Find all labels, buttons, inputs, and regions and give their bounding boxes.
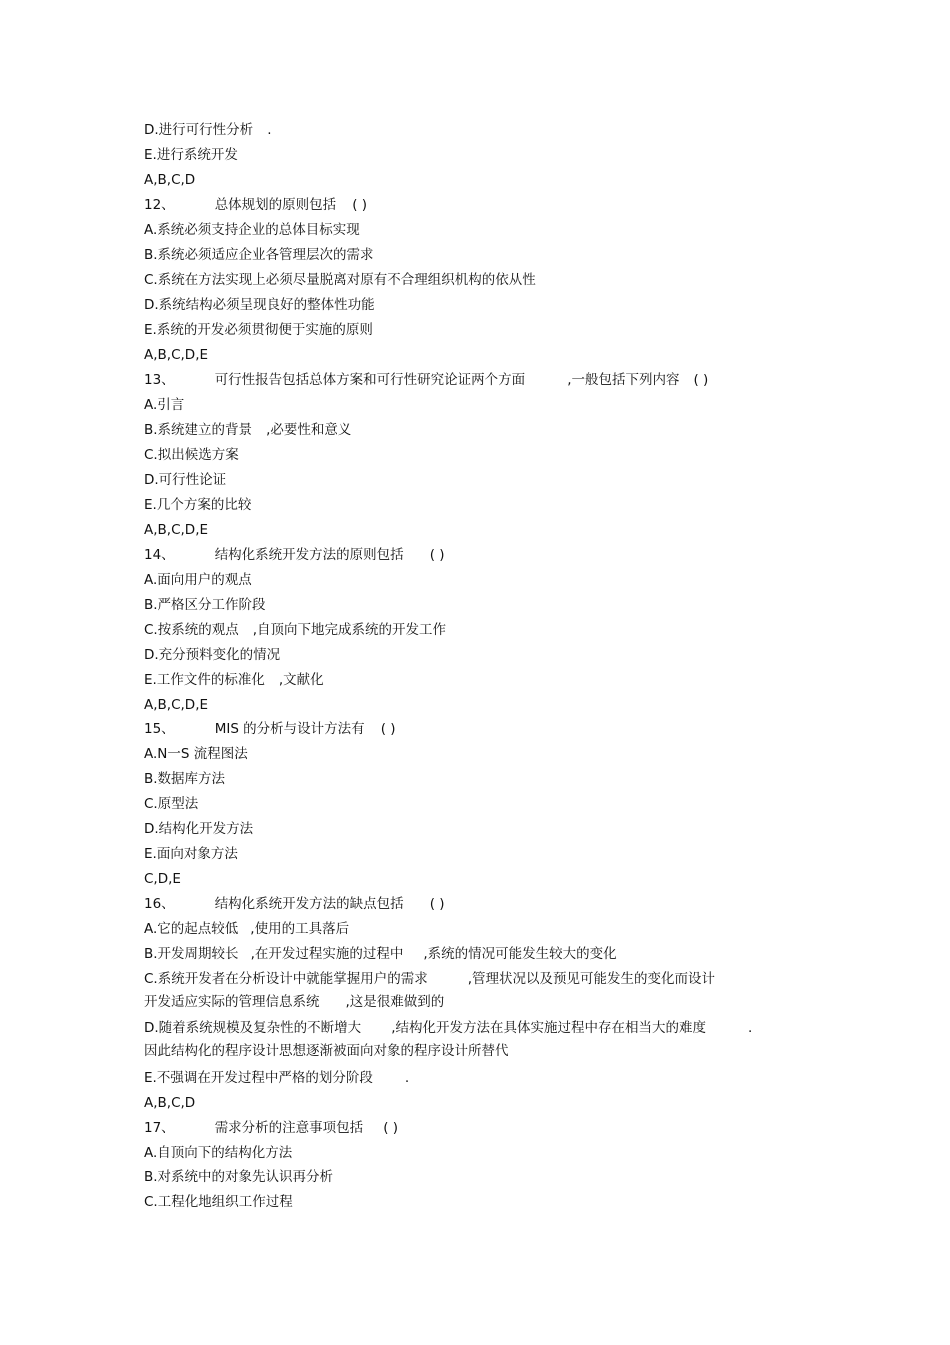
answer-line: A,B,C,D,E	[144, 522, 209, 538]
option-line: D.进行可行性分析 .	[144, 122, 272, 138]
question-line: 12、 总体规划的原则包括 ( )	[144, 197, 368, 213]
option-line: D.可行性论证	[144, 472, 227, 488]
option-line: E.系统的开发必须贯彻便于实施的原则	[144, 322, 373, 338]
option-line: E.面向对象方法	[144, 846, 238, 862]
question-line: 17、 需求分析的注意事项包括 ( )	[144, 1120, 399, 1136]
option-line: E.不强调在开发过程中严格的划分阶段 .	[144, 1070, 410, 1086]
option-line: E.工作文件的标准化 ,文献化	[144, 672, 324, 688]
option-line: B.对系统中的对象先认识再分析	[144, 1169, 334, 1185]
question-line: 15、 MIS 的分析与设计方法有 ( )	[144, 721, 396, 737]
option-line: B.数据库方法	[144, 771, 226, 787]
question-line: 14、 结构化系统开发方法的原则包括 ( )	[144, 547, 445, 563]
option-line: A.N一S 流程图法	[144, 746, 248, 762]
question-line: 16、 结构化系统开发方法的缺点包括 ( )	[144, 896, 445, 912]
answer-line: A,B,C,D,E	[144, 347, 209, 363]
option-line: E.进行系统开发	[144, 147, 238, 163]
answer-line: A,B,C,D	[144, 172, 196, 188]
option-line-continuation: 开发适应实际的管理信息系统 ,这是很难做到的	[144, 994, 445, 1010]
option-line: B.开发周期较长 ,在开发过程实施的过程中 ,系统的情况可能发生较大的变化	[144, 946, 617, 962]
option-line: C.按系统的观点 ,自顶向下地完成系统的开发工作	[144, 622, 447, 638]
option-line-continuation: 因此结构化的程序设计思想逐渐被面向对象的程序设计所替代	[144, 1043, 509, 1059]
option-line: D.结构化开发方法	[144, 821, 254, 837]
option-line: D.系统结构必须呈现良好的整体性功能	[144, 297, 375, 313]
option-line: E.几个方案的比较	[144, 497, 252, 513]
option-line: B.系统必须适应企业各管理层次的需求	[144, 247, 374, 263]
option-line: D.随着系统规模及复杂性的不断增大 ,结构化开发方法在具体实施过程中存在相当大的难度 .	[144, 1020, 753, 1036]
option-line: A.自顶向下的结构化方法	[144, 1145, 293, 1161]
answer-line: A,B,C,D,E	[144, 697, 209, 713]
question-line: 13、 可行性报告包括总体方案和可行性研究论证两个方面 ,一般包括下列内容 ( )	[144, 372, 709, 388]
option-line: B.系统建立的背景 ,必要性和意义	[144, 422, 352, 438]
option-line: C.拟出候选方案	[144, 447, 239, 463]
option-line: A.它的起点较低 ,使用的工具落后	[144, 921, 350, 937]
option-line: A.系统必须支持企业的总体目标实现	[144, 222, 360, 238]
option-line: A.面向用户的观点	[144, 572, 252, 588]
option-line: A.引言	[144, 397, 185, 413]
option-line: D.充分预料变化的情况	[144, 647, 281, 663]
answer-line: A,B,C,D	[144, 1095, 196, 1111]
option-line: C.系统在方法实现上必须尽量脱离对原有不合理组织机构的依从性	[144, 272, 536, 288]
option-line: C.系统开发者在分析设计中就能掌握用户的需求 ,管理状况以及预见可能发生的变化而设计	[144, 971, 716, 987]
option-line: C.原型法	[144, 796, 199, 812]
answer-line: C,D,E	[144, 871, 181, 887]
option-line: C.工程化地组织工作过程	[144, 1194, 293, 1210]
option-line: B.严格区分工作阶段	[144, 597, 266, 613]
